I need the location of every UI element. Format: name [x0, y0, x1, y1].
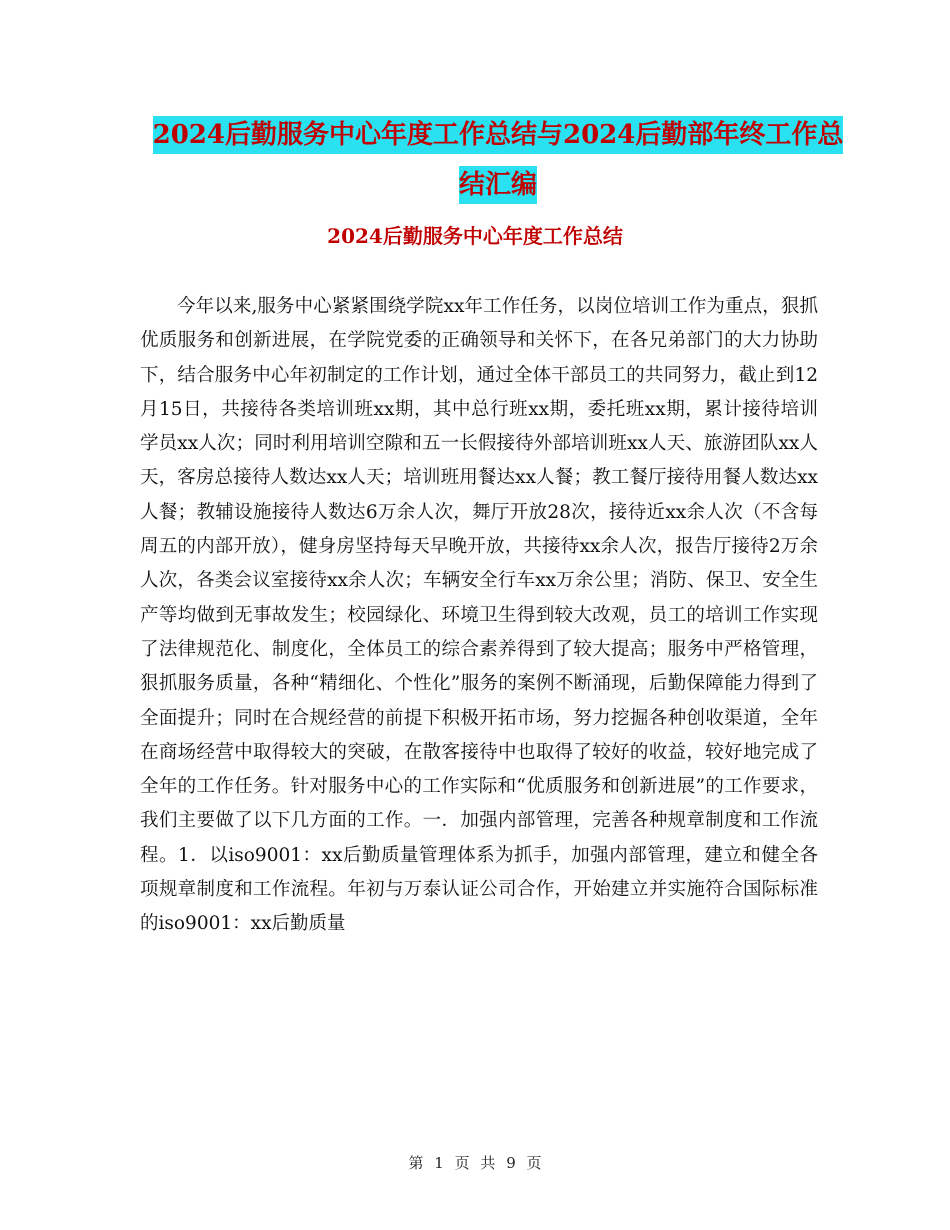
- section-title: 2024后勤服务中心年度工作总结: [327, 224, 623, 248]
- page-label-mid1: 页: [454, 1154, 470, 1172]
- page-label-mid2: 共: [480, 1154, 496, 1172]
- title-highlight: 2024后勤服务中心年度工作总结与2024后勤部年终工作总结汇编: [153, 116, 844, 204]
- page-label-suffix: 页: [526, 1154, 542, 1172]
- page-footer: [0, 1152, 950, 1173]
- body-paragraph: 今年以来,服务中心紧紧围绕学院xx年工作任务，以岗位培训工作为重点，狠抓优质服务和创新进展，在学院党委的正确领导和关怀下，在各兄弟部门的大力协助下，结合服务中心年初制定的工作计划，通过全体干部员工的共同努力，截止到12月15日，共接待各类培训班xx期，其中总行班xx期，委托班xx期，累计接待培训学员xx人次；同时利用培训空隙和五一长假接待外部培训班xx人天、旅游团队xx人天，客房总接待人数达xx人天；培训班用餐达xx人餐；教工餐厅接待用餐人数达xx人餐；教辅设施接待人数达6万余人次，舞厅开放28次，接待近xx余人次（不含每周五的内部开放），健身房坚持每天早晚开放，共接待xx余人次，报告厅接待2万余人次，各类会议室接待xx余人次；车辆安全行车xx万余公里；消防、保卫、安全生产等均做到无事故发生；校园绿化、环境卫生得到较大改观，员工的培训工作实现了法律规范化、制度化，全体员工的综合素养得到了较大提高；服务中严格管理，狠抓服务质量，各种“精细化、个性化”服务的案例不断涌现，后勤保障能力得到了全面提升；同时在合规经营的前提下积极开拓市场，努力挖掘各种创收渠道，全年在商场经营中取得较大的突破，在散客接待中也取得了较好的收益，较好地完成了全年的工作任务。针对服务中心的工作实际和“优质服务和创新进展”的工作要求，我们主要做了以下几方面的工作。一．加强内部管理，完善各种规章制度和工作流程。1．以iso9001：xx后勤质量管理体系为抓手，加强内部管理，建立和健全各项规章制度和工作流程。年初与万泰认证公司合作，开始建立并实施符合国际标准的iso9001：xx后勤质量: [140, 296, 818, 935]
- page-label-prefix: 第: [408, 1154, 424, 1172]
- document-title: [140, 110, 856, 210]
- current-page-number: 1: [434, 1154, 444, 1172]
- total-pages-number: 9: [506, 1154, 516, 1172]
